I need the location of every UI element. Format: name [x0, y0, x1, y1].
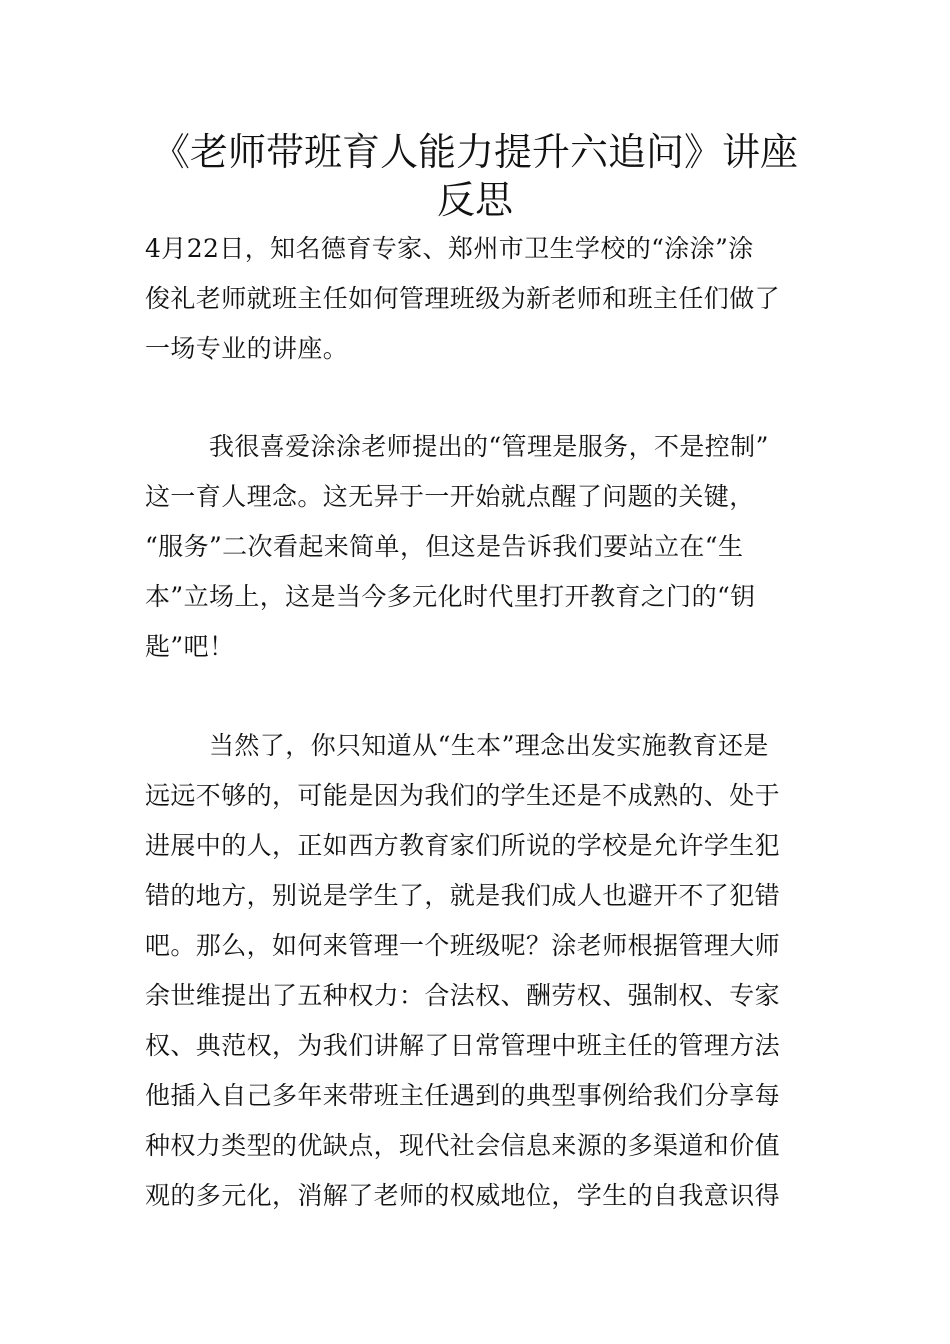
- paragraph-3-line: 观的多元化，消解了老师的权威地位，学生的自我意识得: [145, 1181, 781, 1210]
- paragraph-2-line: 匙”吧！: [145, 632, 235, 661]
- paragraph-3-line: 他插入自己多年来带班主任遇到的典型事例给我们分享每: [145, 1081, 781, 1110]
- paragraph-2-line: 我很喜爱涂涂老师提出的“管理是服务，不是控制”: [209, 432, 769, 461]
- paragraph-3-line: 吧。那么，如何来管理一个班级呢？涂老师根据管理大师: [145, 931, 781, 960]
- paragraph-3-line: 进展中的人，正如西方教育家们所说的学校是允许学生犯: [145, 831, 781, 860]
- paragraph-2-line: 本”立场上，这是当今多元化时代里打开教育之门的“钥: [145, 582, 756, 611]
- paragraph-3-line: 错的地方，别说是学生了，就是我们成人也避开不了犯错: [145, 881, 781, 910]
- paragraph-2-line: 这一育人理念。这无异于一开始就点醒了问题的关键，: [145, 482, 755, 511]
- document-title-line-2: 反思: [436, 178, 513, 222]
- paragraph-1-line: 一场专业的讲座。: [145, 334, 349, 363]
- paragraph-3-line: 当然了，你只知道从“生本”理念出发实施教育还是: [209, 731, 769, 760]
- paragraph-3-line: 种权力类型的优缺点，现代社会信息来源的多渠道和价值: [145, 1131, 781, 1160]
- paragraph-1-line: 4月22日，知名德育专家、郑州市卫生学校的“涂涂”涂: [145, 234, 754, 263]
- paragraph-1-line: 俊礼老师就班主任如何管理班级为新老师和班主任们做了: [145, 284, 781, 313]
- paragraph-3-line: 余世维提出了五种权力：合法权、酬劳权、强制权、专家: [145, 981, 781, 1010]
- document-title-line-1: 《老师带班育人能力提升六追问》讲座: [151, 130, 798, 174]
- paragraph-3-line: 权、典范权，为我们讲解了日常管理中班主任的管理方法: [145, 1031, 781, 1060]
- paragraph-3-line: 远远不够的，可能是因为我们的学生还是不成熟的、处于: [145, 781, 781, 810]
- paragraph-2-line: “服务”二次看起来简单，但这是告诉我们要站立在“生: [145, 532, 744, 561]
